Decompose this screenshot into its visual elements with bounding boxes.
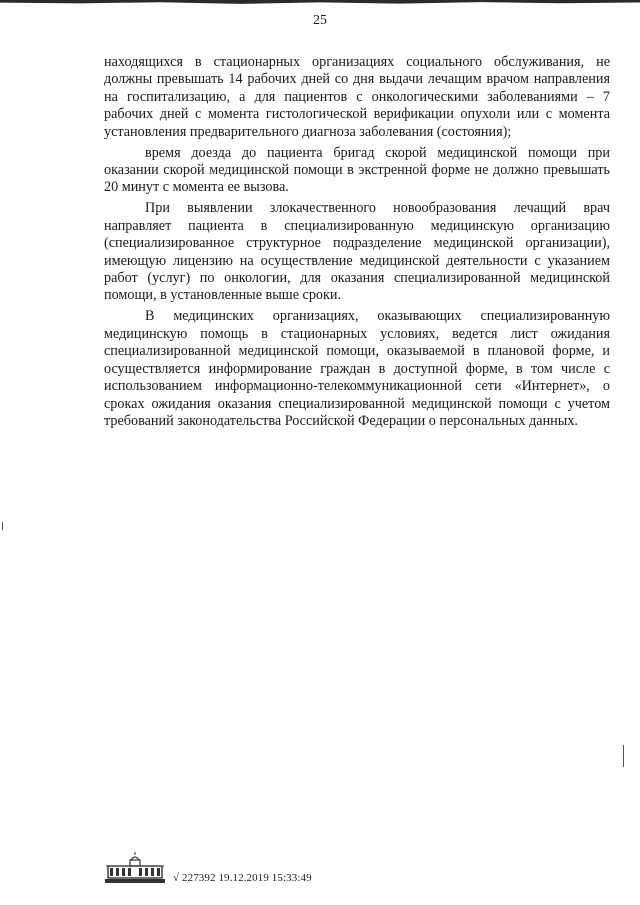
document-body <box>104 54 610 434</box>
scan-top-edge <box>0 0 640 6</box>
page-number: 25 <box>313 13 327 28</box>
document-id-text: 227392 19.12.2019 15:33:49 <box>182 872 312 884</box>
document-footer-id <box>173 872 312 884</box>
paragraph: находящихся в стационарных организациях социального обслуживания, не должны превышать 14 рабочих дней со дня выдачи лечащим врачом направления на госпитализацию, а для пациентов с онкологическими заболеваниями – 7 рабочих дней с момента гистологической верификации опухоли или с момента установления предварительного диагноза заболевания (состояния); <box>104 54 610 140</box>
government-building-stamp-icon <box>104 852 166 884</box>
scan-margin-mark <box>2 522 3 530</box>
paragraph: В медицинских организациях, оказывающих специализированную медицинскую помощь в стационарных условиях, ведется лист ожидания специализированной медицинской помощи, оказываемой в плановой форме, и осуществляется информирование граждан в доступной форме, в том числе с использованием информационно-телекоммуникационной сети «Интернет», о сроках ожидания оказания специализированной медицинской помощи с учетом требований законодательства Российской Федерации о персональных данных. <box>104 308 610 429</box>
scan-margin-mark <box>623 745 624 767</box>
document-id-mark-icon: √ <box>173 872 180 884</box>
paragraph: время доезда до пациента бригад скорой медицинской помощи при оказании скорой медицинской помощи в экстренной форме не должно превышать 20 минут с момента ее вызова. <box>104 144 610 196</box>
paragraph: При выявлении злокачественного новообразования лечащий врач направляет пациента в специализированную медицинскую организацию (специализированное структурное подразделение медицинской организации), имеющую лицензию на осуществление медицинской деятельности с указанием работ (услуг) по онкологии, для оказания специализированной медицинской помощи, в установленные выше сроки. <box>104 200 610 304</box>
